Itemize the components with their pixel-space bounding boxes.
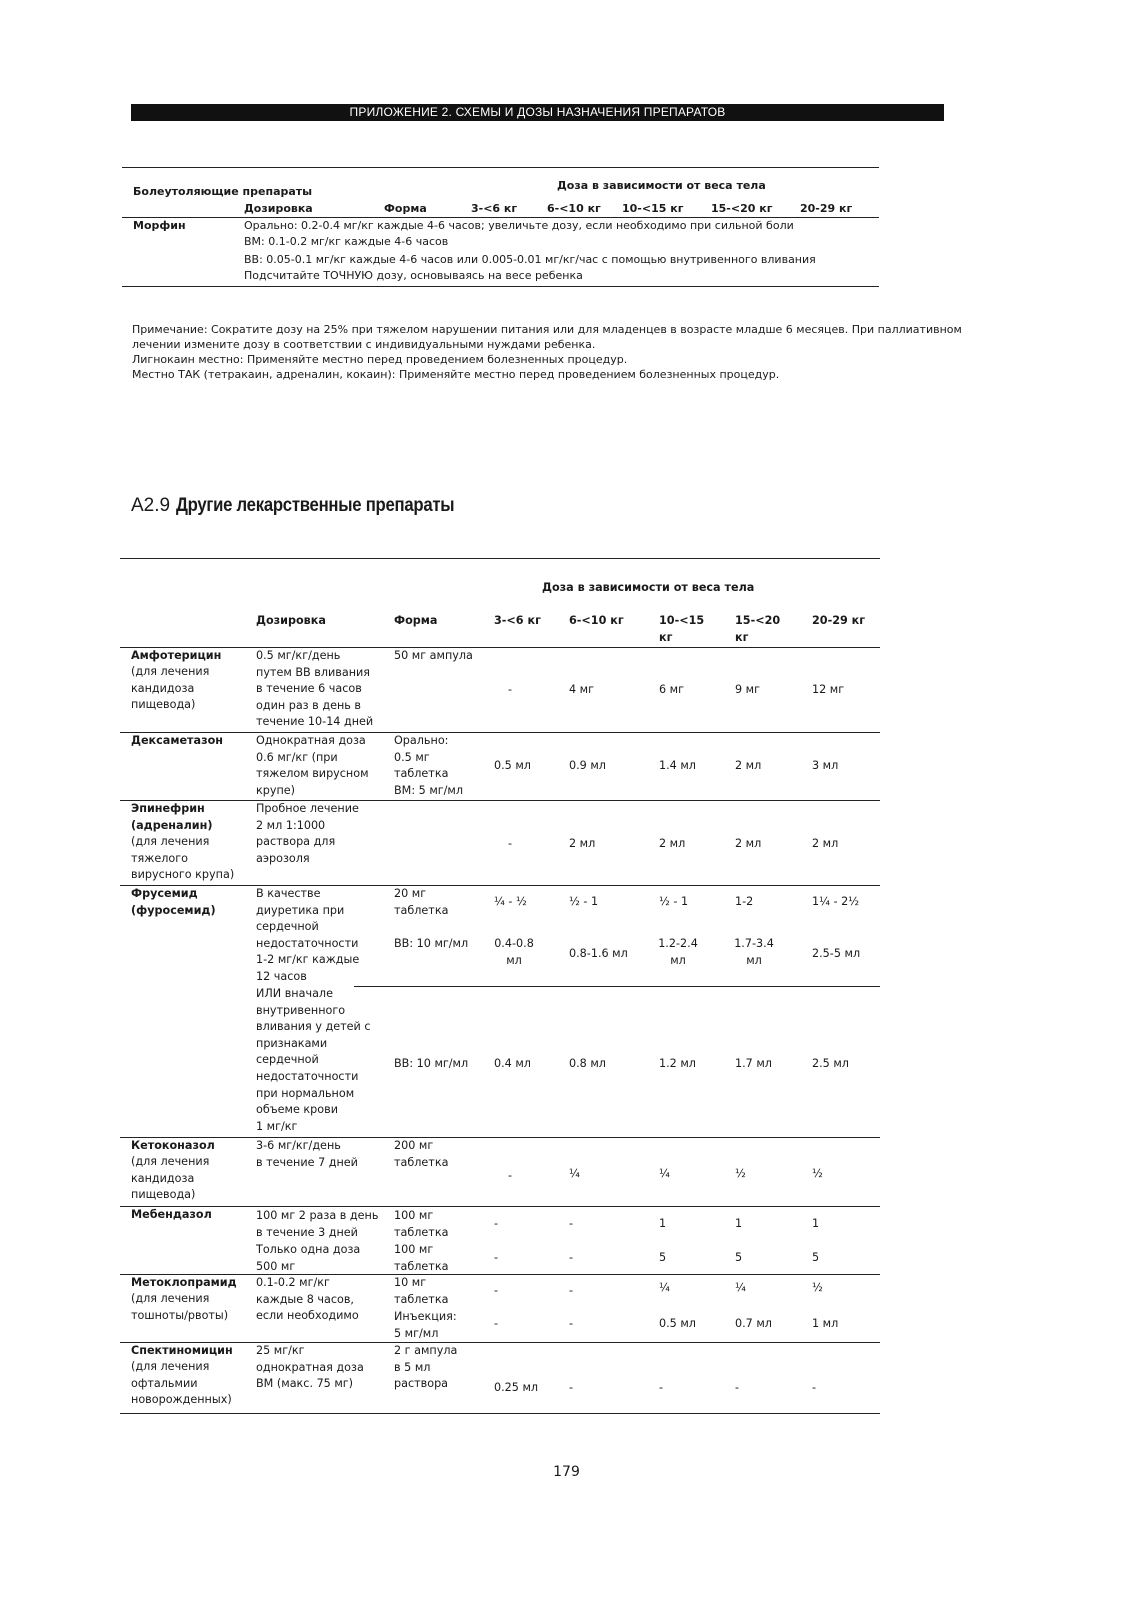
section-title <box>131 494 492 517</box>
dose: - <box>494 1217 499 1230</box>
dose: 2 мл <box>812 837 839 850</box>
dose: 0.7 мл <box>735 1317 772 1330</box>
dose: 0.5 мл <box>494 759 531 772</box>
drug-form: 10 мг таблетка <box>394 1276 449 1306</box>
dose: - <box>659 1381 664 1394</box>
drug-form: Орально: 0.5 мг таблетка ВМ: 5 мг/мл <box>394 734 464 797</box>
dose: ½ - 1 <box>659 895 689 908</box>
dose: 5 <box>735 1251 743 1264</box>
drug-note: (для лечения кандидоза пищевода) <box>131 1155 210 1202</box>
drug-dosage: 0.5 мг/кг/день путем ВВ вливания в течение 6 часов один раз в день в течение 10-14 дней <box>256 649 374 729</box>
dose: - <box>494 1251 499 1264</box>
dose: 0.25 мл <box>494 1381 539 1394</box>
dose: 12 мг <box>812 683 845 696</box>
dose: 1.2-2.4 мл <box>658 937 698 967</box>
dose: 5 <box>812 1251 820 1264</box>
col-w5: 20-29 кг <box>800 202 853 215</box>
drug-dosage: 0.1-0.2 мг/кг каждые 8 часов, если необходимо <box>256 1276 359 1323</box>
drug-name: Метоклопрамид <box>131 1276 237 1289</box>
hdr-w4: 15-<20 кг <box>735 614 781 644</box>
dose: 1 <box>735 1217 743 1230</box>
dose: 0.5 мл <box>659 1317 696 1330</box>
dose: ¼ <box>659 1281 670 1294</box>
page-number: 179 <box>553 1464 580 1480</box>
dose: 1.7-3.4 мл <box>734 937 774 967</box>
drug-dosage: Однократная доза 0.6 мг/кг (при тяжелом вирусном крупе) <box>256 734 369 797</box>
dose: ¼ <box>659 1167 670 1180</box>
dose: ½ <box>735 1167 746 1180</box>
morphine-line-4: Подсчитайте ТОЧНУЮ дозу, основываясь на весе ребенка <box>244 269 583 282</box>
note-3: Местно ТАК (тетракаин, адреналин, кокаин): Применяйте местно перед проведением болезненных процедур. <box>132 368 780 381</box>
note-1: Примечание: Сократите дозу на 25% при тяжелом нарушении питания или для младенцев в возрасте младше 6 месяцев. При паллиативном лечении измените дозу в соответствии с индивидуальными нуждами ребенка. <box>132 323 962 351</box>
col-w4: 15-<20 кг <box>711 202 773 215</box>
dose: 2 мл <box>659 837 686 850</box>
drug-form: Инъекция: 5 мг/мл <box>394 1310 457 1340</box>
drug-dosage: Пробное лечение 2 мл 1:1000 раствора для аэрозоля <box>256 802 359 865</box>
dose: 1 <box>812 1217 820 1230</box>
drug-form: 2 г ампула в 5 мл раствора <box>394 1344 458 1391</box>
drug-form: 100 мг таблетка <box>394 1243 449 1273</box>
drug-form: ВВ: 10 мг/мл <box>394 1057 469 1070</box>
dose: - <box>508 683 513 696</box>
dose: 0.9 мл <box>569 759 606 772</box>
dose: - <box>494 1317 499 1330</box>
hdr-w5: 20-29 кг <box>812 614 866 627</box>
drug-name: Кетоконазол <box>131 1139 215 1152</box>
dose: ¼ - ½ <box>494 895 527 908</box>
drug-form: ВВ: 10 мг/мл <box>394 937 469 950</box>
dose: 5 <box>659 1251 667 1264</box>
col-dosage: Дозировка <box>244 202 313 215</box>
notes <box>132 322 972 382</box>
dose: 3 мл <box>812 759 839 772</box>
hdr-w2: 6-<10 кг <box>569 614 624 627</box>
dose: 9 мг <box>735 683 760 696</box>
dose: 2.5 мл <box>812 1057 849 1070</box>
dose: 1.2 мл <box>659 1057 696 1070</box>
dose: 1.4 мл <box>659 759 696 772</box>
dose-group-header: Доза в зависимости от веса тела <box>542 581 755 594</box>
dose: 1 <box>659 1217 667 1230</box>
drug-form: 100 мг таблетка <box>394 1209 449 1239</box>
dose: 1 мл <box>812 1317 839 1330</box>
dose: - <box>508 1169 513 1182</box>
drug-name: Эпинефрин (адреналин) <box>131 802 213 832</box>
morphine-line-3: ВВ: 0.05-0.1 мг/кг каждые 4-6 часов или 0.005-0.01 мг/кг/час с помощью внутривенного вливания <box>244 253 816 266</box>
pain-group-header: Доза в зависимости от веса тела <box>557 179 766 192</box>
drug-name: Дексаметазон <box>131 734 224 747</box>
dose: 1.7 мл <box>735 1057 772 1070</box>
hdr-form: Форма <box>394 614 438 627</box>
drug-dosage: 25 мг/кг однократная доза ВМ (макс. 75 мг) <box>256 1344 364 1391</box>
dose: 4 мг <box>569 683 594 696</box>
drug-form: 200 мг таблетка <box>394 1139 449 1169</box>
dose: ½ <box>812 1281 823 1294</box>
col-w1: 3-<6 кг <box>471 202 518 215</box>
dose: 1-2 <box>735 895 754 908</box>
dose: - <box>508 837 513 850</box>
page-header: ПРИЛОЖЕНИЕ 2. СХЕМЫ И ДОЗЫ НАЗНАЧЕНИЯ ПРЕПАРАТОВ <box>131 104 944 121</box>
drug-dosage: В качестве диуретика при сердечной недостаточности 1-2 мг/кг каждые 12 часов <box>256 887 360 983</box>
col-form: Форма <box>384 202 427 215</box>
dose: ¼ <box>569 1167 580 1180</box>
drug-name: Спектиномицин <box>131 1344 233 1357</box>
dose: ½ - 1 <box>569 895 599 908</box>
dose: 2.5-5 мл <box>812 947 861 960</box>
morphine-line-2: ВМ: 0.1-0.2 мг/кг каждые 4-6 часов <box>244 235 449 248</box>
dose: ¼ <box>735 1281 746 1294</box>
col-w2: 6-<10 кг <box>547 202 601 215</box>
dose: 1¼ - 2½ <box>812 895 860 908</box>
drug-note: (для лечения тошноты/рвоты) <box>131 1292 229 1322</box>
dose: - <box>812 1381 817 1394</box>
hdr-w1: 3-<6 кг <box>494 614 541 627</box>
drug-dosage: Только одна доза 500 мг <box>256 1243 361 1273</box>
drug-note: (для лечения офтальмии новорожденных) <box>131 1360 232 1407</box>
dose: - <box>569 1317 574 1330</box>
section-heading: Другие лекарственные препараты <box>176 495 455 516</box>
morphine-line-1: Орально: 0.2-0.4 мг/кг каждые 4-6 часов; увеличьте дозу, если необходимо при сильной боли <box>244 219 794 232</box>
dose: 0.4-0.8 мл <box>494 937 534 967</box>
drug-name: Амфотерицин <box>131 649 222 662</box>
drug-name: Мебендазол <box>131 1208 212 1221</box>
hdr-dosage: Дозировка <box>256 614 326 627</box>
drug-note: (для лечения кандидоза пищевода) <box>131 665 210 712</box>
drug-note: (для лечения тяжелого вирусного крупа) <box>131 835 235 882</box>
drug-dosage: ИЛИ вначале внутривенного вливания у детей с признаками сердечной недостаточности при нормальном объеме крови 1 мг/кг <box>256 987 371 1133</box>
dose: - <box>569 1381 574 1394</box>
dose: - <box>569 1217 574 1230</box>
dose: - <box>494 1284 499 1297</box>
dose: - <box>569 1251 574 1264</box>
col-w3: 10-<15 кг <box>622 202 684 215</box>
pain-table-title: Болеутоляющие препараты <box>133 185 313 198</box>
drug-form: 20 мг таблетка <box>394 887 449 917</box>
dose: 2 мл <box>735 759 762 772</box>
drug-form: 50 мг ампула <box>394 649 473 662</box>
drug-dosage: 100 мг 2 раза в день в течение 3 дней <box>256 1209 379 1239</box>
drug-name: Фрусемид (фуросемид) <box>131 887 216 917</box>
note-2: Лигнокаин местно: Применяйте местно перед проведением болезненных процедур. <box>132 353 628 366</box>
dose: ½ <box>812 1167 823 1180</box>
hdr-w3: 10-<15 кг <box>659 614 705 644</box>
dose: 0.8 мл <box>569 1057 606 1070</box>
dose: 2 мл <box>735 837 762 850</box>
dose: - <box>735 1381 740 1394</box>
section-number: A2.9 <box>131 495 171 516</box>
drug-dosage: 3-6 мг/кг/день в течение 7 дней <box>256 1139 358 1169</box>
dose: 0.8-1.6 мл <box>569 947 628 960</box>
dose: 0.4 мл <box>494 1057 531 1070</box>
dose: - <box>569 1284 574 1297</box>
drug-morphine: Морфин <box>133 219 186 232</box>
dose: 6 мг <box>659 683 684 696</box>
dose: 2 мл <box>569 837 596 850</box>
